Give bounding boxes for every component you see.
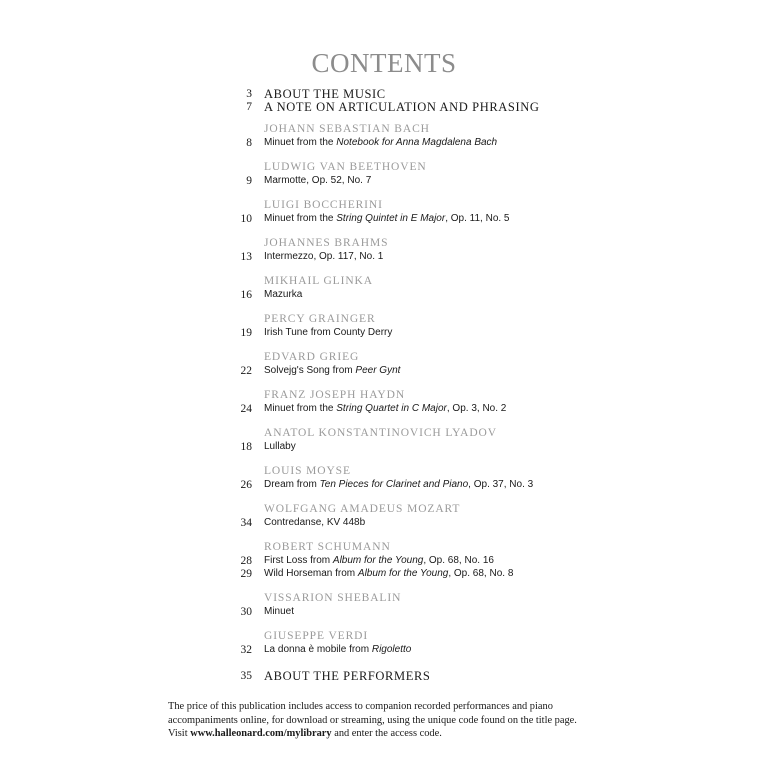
piece-title-text: Wild Horseman from (264, 568, 358, 579)
toc-entry[interactable] (0, 364, 768, 378)
piece-title (264, 440, 296, 454)
composer-name: ANATOL KONSTANTINOVICH LYADOV (264, 427, 497, 439)
page-number: 9 (246, 175, 252, 187)
piece-title (264, 136, 497, 150)
composer-name: FRANZ JOSEPH HAYDN (264, 389, 406, 401)
toc-entry[interactable] (0, 212, 768, 226)
piece-opus: , Op. 68, No. 8 (448, 568, 514, 579)
page-title: CONTENTS (311, 48, 457, 78)
access-note (168, 700, 638, 741)
access-note-line (168, 727, 638, 741)
toc-entry[interactable] (0, 100, 768, 114)
piece-title-text: Irish Tune from County Derry (264, 327, 393, 338)
toc-entry[interactable] (0, 174, 768, 188)
piece-opus: , Op. 3, No. 2 (446, 403, 507, 414)
toc-entry[interactable] (0, 478, 768, 492)
piece-source-title: String Quartet in C Major (336, 403, 447, 414)
piece-source-title: Notebook for Anna Magdalena Bach (336, 137, 498, 148)
page-number: 34 (240, 517, 252, 529)
piece-title (264, 212, 510, 226)
entry-title: ABOUT THE MUSIC (264, 87, 386, 101)
page-number: 18 (240, 441, 252, 453)
page-number: 32 (240, 644, 252, 656)
piece-opus: , Op. 37, No. 3 (468, 479, 534, 490)
composer-name: EDVARD GRIEG (264, 351, 360, 363)
page-number: 13 (240, 251, 252, 263)
composer-name: WOLFGANG AMADEUS MOZART (264, 503, 461, 515)
composer-name: LOUIS MOYSE (264, 465, 351, 477)
piece-source-title: Album for the Young (357, 568, 449, 579)
piece-title (264, 174, 371, 188)
page-number: 8 (246, 137, 252, 149)
page-number: 7 (246, 101, 252, 113)
page-number: 24 (240, 403, 252, 415)
composer-name: JOHANNES BRAHMS (264, 237, 389, 249)
toc-entry[interactable] (0, 326, 768, 340)
access-note-line: The price of this publication includes access to companion recorded performances and piano (168, 701, 553, 712)
piece-source-title: Ten Pieces for Clarinet and Piano (319, 479, 469, 490)
composer-name: LUDWIG VAN BEETHOVEN (264, 161, 427, 173)
piece-title (264, 326, 392, 340)
piece-title (264, 478, 533, 492)
piece-title-text: Marmotte, Op. 52, No. 7 (264, 175, 372, 186)
access-note-text: Visit (168, 728, 191, 739)
entry-title: A NOTE ON ARTICULATION AND PHRASING (264, 100, 540, 114)
composer-name: LUIGI BOCCHERINI (264, 199, 383, 211)
composer-name: MIKHAIL GLINKA (264, 275, 373, 287)
toc-entry[interactable] (0, 136, 768, 150)
library-url-link[interactable]: www.halleonard.com/mylibrary (190, 728, 332, 739)
toc-entry[interactable] (0, 605, 768, 619)
piece-title-text: First Loss from (264, 555, 333, 566)
piece-title-text: Minuet from the (264, 403, 337, 414)
page-number: 10 (240, 213, 252, 225)
piece-title-text: Dream from (264, 479, 320, 490)
piece-title (264, 643, 411, 657)
page-number: 35 (240, 670, 252, 682)
piece-title (264, 554, 494, 568)
toc-entry[interactable] (0, 250, 768, 264)
piece-source-title: Peer Gynt (355, 365, 401, 376)
access-note-line: accompaniments online, for download or streaming, using the unique code found on the title page. (168, 714, 577, 726)
toc-entry[interactable] (0, 402, 768, 416)
piece-title-text: Contredanse, KV 448b (264, 517, 366, 528)
piece-title-text: Mazurka (264, 289, 303, 300)
page-number: 3 (246, 88, 252, 100)
page-number: 16 (240, 289, 252, 301)
access-note-text: and enter the access code. (331, 728, 442, 739)
piece-title (264, 402, 506, 416)
page-number: 26 (240, 479, 252, 491)
piece-source-title: String Quintet in E Major (336, 213, 446, 224)
piece-title-text: Intermezzo, Op. 117, No. 1 (264, 251, 384, 262)
toc-entry[interactable] (0, 643, 768, 657)
toc-entry[interactable] (0, 554, 768, 568)
piece-title (264, 516, 365, 530)
piece-title (264, 567, 513, 581)
composer-name: ROBERT SCHUMANN (264, 541, 391, 553)
page-number: 28 (240, 555, 252, 567)
piece-title-text: La donna è mobile from (264, 644, 372, 655)
piece-title (264, 364, 400, 378)
composer-name: GIUSEPPE VERDI (264, 630, 369, 642)
toc-entry[interactable] (0, 516, 768, 530)
composer-name: PERCY GRAINGER (264, 313, 376, 325)
piece-source-title: Rigoletto (371, 644, 412, 655)
toc-entry[interactable] (0, 440, 768, 454)
toc-entry[interactable] (0, 567, 768, 581)
piece-title (264, 288, 302, 302)
page-number: 19 (240, 327, 252, 339)
piece-title-text: Solvejg's Song from (264, 365, 356, 376)
piece-title (264, 250, 383, 264)
piece-title-text: Lullaby (264, 441, 296, 452)
piece-opus: , Op. 68, No. 16 (423, 555, 494, 566)
piece-source-title: Album for the Young (332, 555, 424, 566)
toc-entry[interactable] (0, 288, 768, 302)
composer-name: VISSARION SHEBALIN (264, 592, 402, 604)
piece-opus: , Op. 11, No. 5 (445, 213, 510, 224)
piece-title (264, 605, 294, 619)
composer-name: JOHANN SEBASTIAN BACH (264, 123, 430, 135)
piece-title-text: Minuet from the (264, 137, 337, 148)
toc-entry[interactable] (0, 669, 768, 683)
toc-entry[interactable] (0, 87, 768, 101)
page-number: 29 (240, 568, 252, 580)
piece-title-text: Minuet from the (264, 213, 337, 224)
page-number: 30 (240, 606, 252, 618)
piece-title-text: Minuet (264, 606, 295, 617)
entry-title: ABOUT THE PERFORMERS (264, 669, 431, 683)
page-number: 22 (240, 365, 252, 377)
